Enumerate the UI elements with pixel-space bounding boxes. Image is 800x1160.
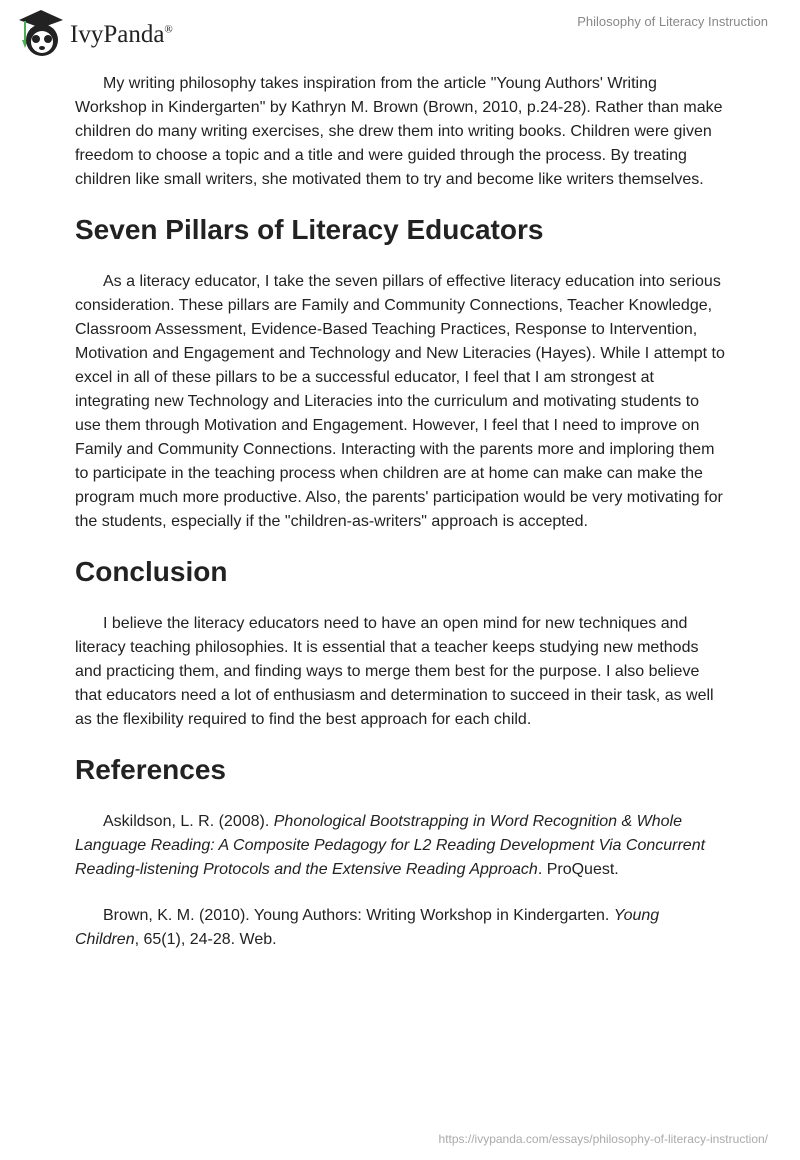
- reference-item: Askildson, L. R. (2008). Phonological Bootstrapping in Word Recognition & Whole Language Reading: A Composite Pedagogy for L2 Reading Development Via Concurrent Reading-listening Protocols and the Extensive Reading Approach. ProQuest.: [75, 813, 706, 878]
- ivypanda-logo[interactable]: [18, 8, 173, 58]
- essay-content: [75, 72, 727, 974]
- section-heading-conclusion: Conclusion: [75, 556, 228, 587]
- section-heading-references: References: [75, 754, 226, 785]
- seven-pillars-paragraph: As a literacy educator, I take the seven pillars of effective literacy education into serious consideration. These pillars are Family and Community Connections, Teacher Knowledge, Classroom Assessment, Evidence-Based Teaching Practices, Response to Intervention, Motivation and Engagement and Technology and New Literacies (Hayes). While I attempt to excel in all of these pillars to be a successful educator, I feel that I am strongest at integrating new Technology and Literacies into the curriculum and motivating students to use them through Motivation and Engagement. However, I feel that I need to improve on Family and Community Connections. Interacting with the parents more and imploring them to participate in the teaching process when children are at home can make can make the program much more productive. Also, the parents' participation would be very motivating for the students, especially if the "children-as-writers" approach is accepted.: [75, 273, 725, 530]
- panda-graduate-icon: [18, 8, 64, 58]
- document-title: Philosophy of Literacy Instruction: [577, 14, 768, 29]
- reference-item: Brown, K. M. (2010). Young Authors: Writing Workshop in Kindergarten. Young Children, 65(1), 24-28. Web.: [75, 907, 660, 948]
- section-heading-seven-pillars: Seven Pillars of Literacy Educators: [75, 214, 544, 245]
- logo-text: IvyPanda®: [70, 21, 173, 48]
- intro-paragraph: My writing philosophy takes inspiration from the article "Young Authors' Writing Workshop in Kindergarten" by Kathryn M. Brown (Brown, 2010, p.24-28). Rather than make children do many writing exercises, she drew them into writing books. Children were given freedom to choose a topic and a title and were guided through the process. By treating children like small writers, she motivated them to try and become like writers themselves.: [75, 75, 723, 188]
- conclusion-paragraph: I believe the literacy educators need to have an open mind for new techniques and literacy teaching philosophies. It is essential that a teacher keeps studying new methods and practicing them, and finding ways to merge them best for the purpose. I also believe that educators need a lot of enthusiasm and determination to succeed in their task, as well as the flexibility required to find the best approach for each child.: [75, 615, 714, 728]
- source-url-link[interactable]: https://ivypanda.com/essays/philosophy-of-literacy-instruction/: [438, 1132, 768, 1146]
